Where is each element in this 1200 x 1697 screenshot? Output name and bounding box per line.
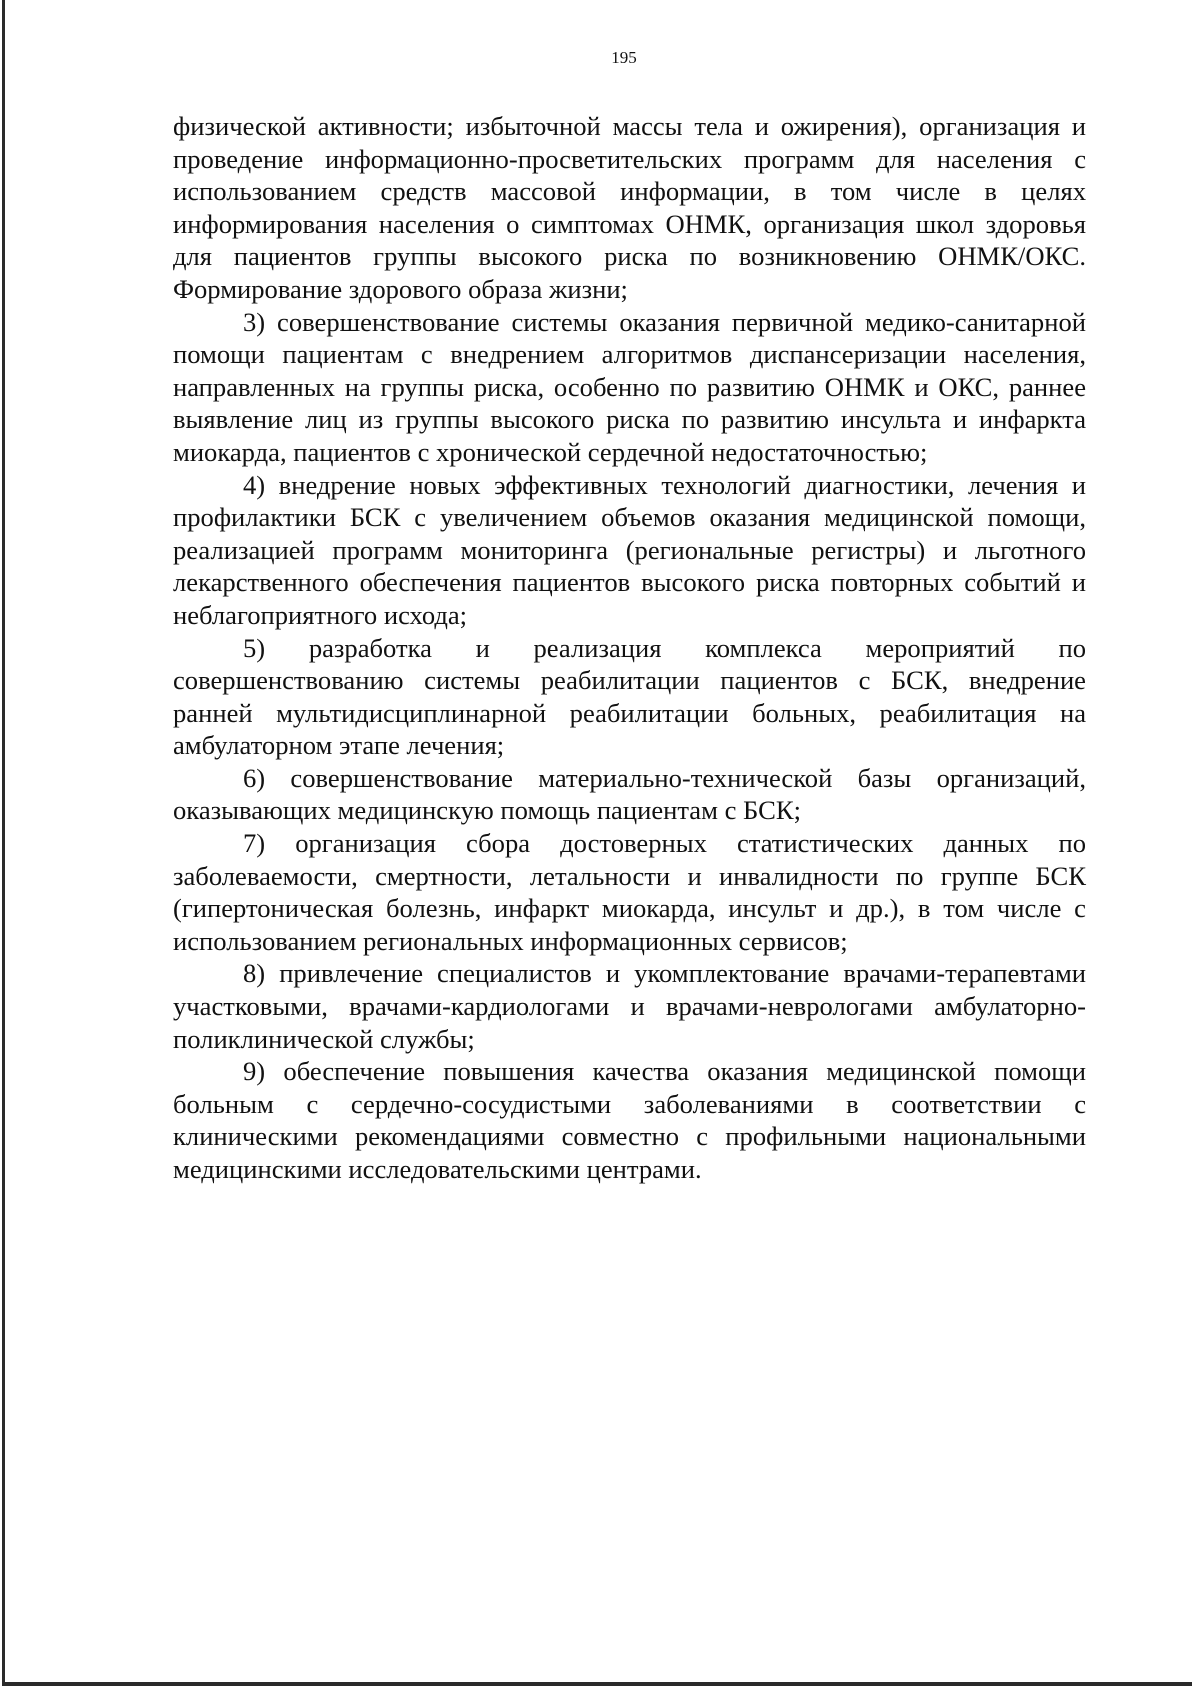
- list-item-8: 8) привлечение специалистов и укомплектование врачами-терапевтами участковыми, врачами-кардиологами и врачами-неврологами амбулаторно-поликлинической службы;: [173, 958, 1086, 1054]
- document-body: [173, 110, 1086, 1186]
- list-item-6: 6) совершенствование материально-технической базы организаций, оказывающих медицинскую помощь пациентам с БСК;: [173, 762, 1086, 826]
- list-item-9: 9) обеспечение повышения качества оказания медицинской помощи больным с сердечно-сосудистыми заболеваниями в соответствии с клиническими рекомендациями совместно с профильными национальными медицинскими исследовательскими центрами.: [173, 1056, 1086, 1184]
- list-item-7: 7) организация сбора достоверных статистических данных по заболеваемости, смертности, летальности и инвалидности по группе БСК (гипертоническая болезнь, инфаркт миокарда, инсульт и др.), в том числе с использованием региональных информационных сервисов;: [173, 828, 1086, 956]
- scan-border-left: [2, 0, 5, 1684]
- list-item-3: 3) совершенствование системы оказания первичной медико-санитарной помощи пациентам с внедрением алгоритмов диспансеризации населения, направленных на группы риска, особенно по развитию ОНМК и ОКС, раннее выявление лиц из группы высокого риска по развитию инсульта и инфаркта миокарда, пациентов с хронической сердечной недостаточностью;: [173, 306, 1086, 467]
- scan-border-bottom: [2, 1682, 1192, 1686]
- list-item-5: 5) разработка и реализация комплекса мероприятий по совершенствованию системы реабилитации пациентов с БСК, внедрение ранней мультидисциплинарной реабилитации больных, реабилитация на амбулаторном этапе лечения;: [173, 632, 1086, 761]
- list-item-4: 4) внедрение новых эффективных технологий диагностики, лечения и профилактики БСК с увеличением объемов оказания медицинской помощи, реализацией программ мониторинга (региональные регистры) и льготного лекарственного обеспечения пациентов высокого риска повторных событий и неблагоприятного исхода;: [173, 469, 1086, 630]
- paragraph-continuation: физической активности; избыточной массы тела и ожирения), организация и проведение информационно-просветительских программ для населения с использованием средств массовой информации, в том числе в целях информирования населения о симптомах ОНМК, организация школ здоровья для пациентов группы высокого риска по возникновению ОНМК/ОКС. Формирование здорового образа жизни;: [173, 111, 1086, 304]
- page-number: 195: [611, 48, 637, 67]
